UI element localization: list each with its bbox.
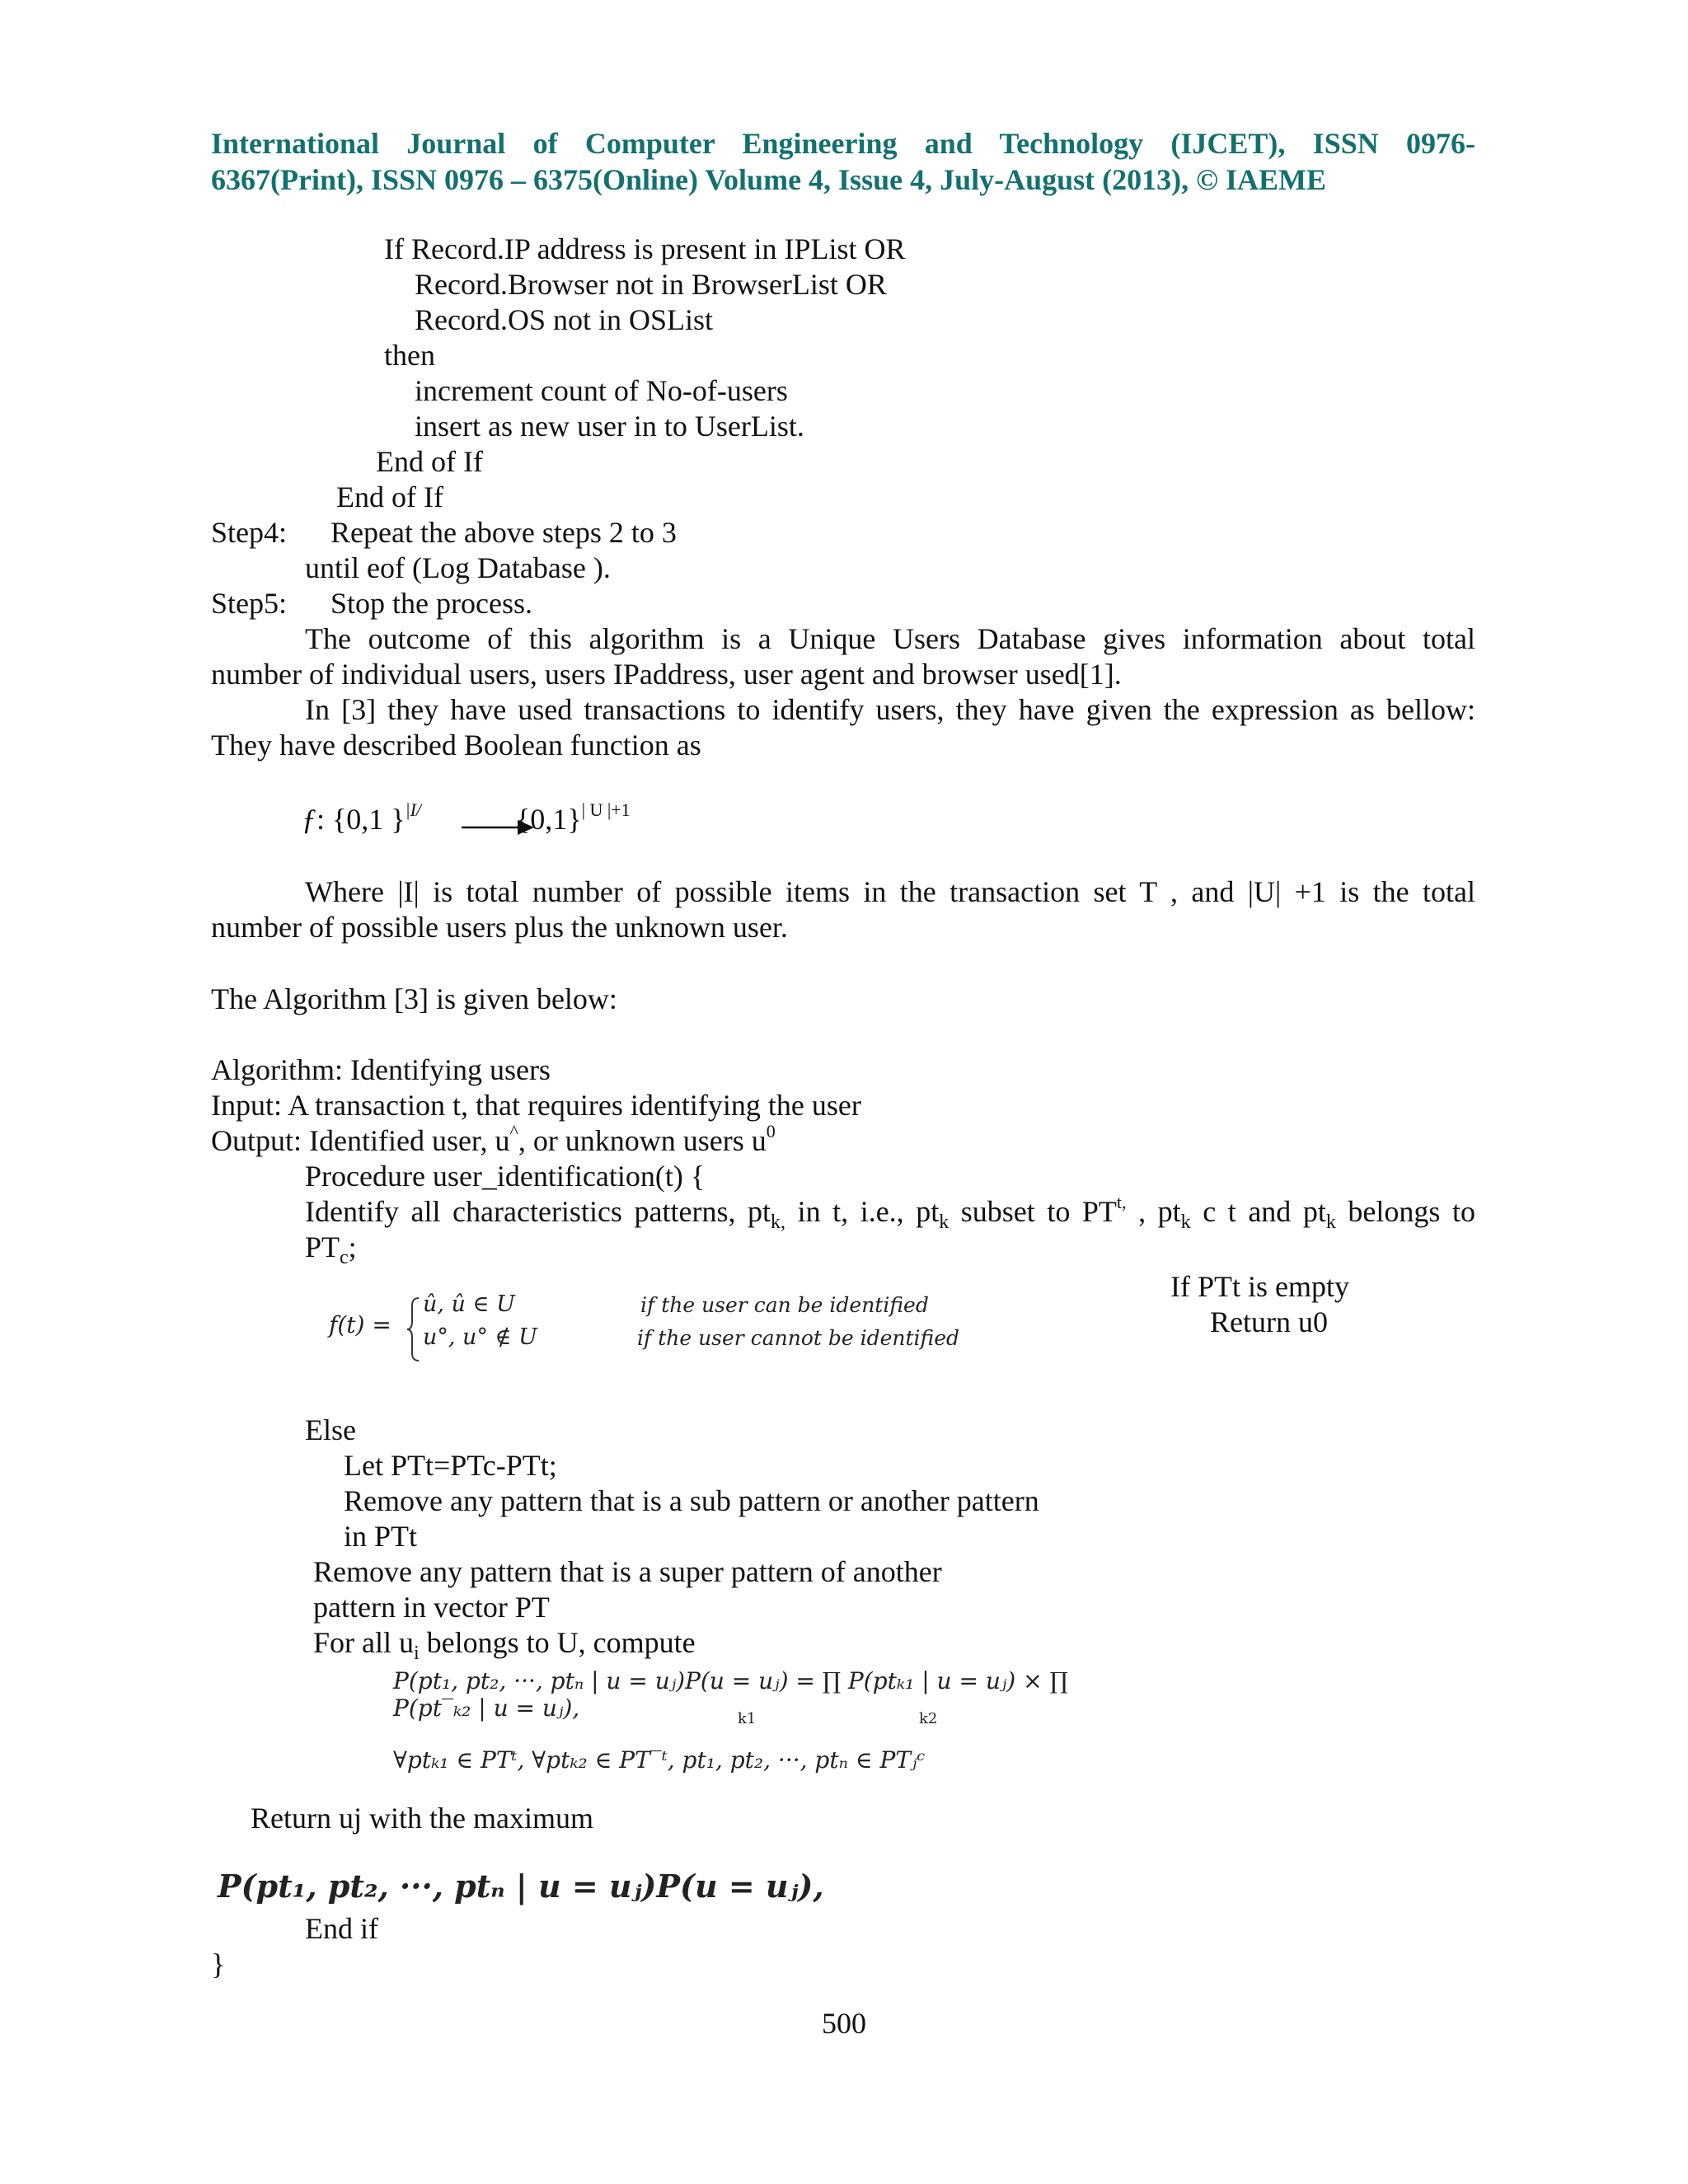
algorithm-output xyxy=(211,1122,776,1159)
formula-probability-line-2: ∀ptₖ₁ ∈ PTᵗ, ∀ptₖ₂ ∈ PT‾ᵗ, pt₁, pt₂, ···, ptₙ ∈ PTⱼᶜ xyxy=(393,1746,926,1774)
paragraph-transactions-line-1: In [3] they have used transactions to identify users, they have given the expression as bellow: xyxy=(305,693,1475,726)
step4-text: Repeat the above steps 2 to 3 xyxy=(331,516,677,549)
formula-lhs: f(t) = xyxy=(329,1311,392,1338)
formula-maximum: P(pt₁, pt₂, ···, ptₙ | u = uⱼ)P(u = uⱼ), xyxy=(218,1868,824,1905)
paragraph-transactions-line-2: They have described Boolean function as xyxy=(211,729,701,762)
step5-label: Step5: xyxy=(211,587,288,620)
ptc-sub: c xyxy=(340,1247,349,1268)
remove-super-pattern-line-2: pattern in vector PT xyxy=(313,1591,550,1624)
forall-line xyxy=(313,1624,696,1664)
header-line-2: 6367(Print), ISSN 0976 – 6375(Online) Volume 4, Issue 4, July-August (2013), © IAEME xyxy=(211,163,1327,196)
paragraph-transactions xyxy=(211,691,1475,728)
identify-part-f: belongs to xyxy=(1335,1195,1475,1228)
let-line: Let PTt=PTc-PTt; xyxy=(344,1449,557,1482)
function-domain: : {0,1 } xyxy=(316,803,406,836)
function-codomain-set: {0,1} xyxy=(516,803,582,836)
identify-sub-4: k xyxy=(1325,1212,1336,1233)
formula-piecewise xyxy=(326,1290,1034,1368)
identify-text xyxy=(305,1192,1475,1233)
else-line: Else xyxy=(305,1413,356,1446)
formula-product-index-k2: k2 xyxy=(919,1710,938,1727)
algo1-line-7: End of If xyxy=(376,445,483,478)
formula-probability xyxy=(392,1661,1117,1793)
formula-probability-line-1: P(pt₁, pt₂, ···, ptₙ | u = uⱼ)P(u = uⱼ) = ∏ P(ptₖ₁ | u = uⱼ) × ∏ P(pt‾ₖ₂ | u = uⱼ), xyxy=(393,1667,1068,1722)
function-domain-exponent: |I/ xyxy=(405,799,422,820)
formula-condition-1: if the user can be identified xyxy=(640,1293,929,1317)
paragraph-where xyxy=(211,874,1475,910)
output-hat: ^ xyxy=(509,1121,518,1141)
return-uj-line: Return uj with the maximum xyxy=(251,1802,593,1835)
function-codomain xyxy=(516,801,631,837)
algo1-line-6: insert as new user in to UserList. xyxy=(415,410,804,443)
boolean-function xyxy=(302,801,421,837)
paragraph-outcome xyxy=(211,621,1475,657)
identify-sub-2: k xyxy=(939,1212,950,1233)
if-empty-line: If PTt is empty xyxy=(1170,1270,1349,1303)
remove-sub-pattern-line-2: in PTt xyxy=(344,1520,418,1553)
output-superscript: 0 xyxy=(766,1121,776,1141)
identify-part-e: c t and pt xyxy=(1190,1195,1326,1228)
formula-condition-2: if the user cannot be identified xyxy=(637,1326,960,1350)
algorithm-input: Input: A transaction t, that requires identifying the user xyxy=(211,1089,861,1122)
closing-brace: } xyxy=(211,1947,226,1980)
paragraph-outcome-line-2: number of individual users, users IPaddress, user agent and browser used[1]. xyxy=(211,658,1122,691)
journal-header xyxy=(211,125,1475,198)
algorithm-title: Algorithm: Identifying users xyxy=(211,1053,551,1086)
forall-text-b: belongs to U, compute xyxy=(419,1626,696,1659)
identify-line xyxy=(305,1192,1475,1233)
algo1-line-5: increment count of No-of-users xyxy=(415,374,788,407)
algo1-line-3: Record.OS not in OSList xyxy=(415,303,714,336)
paragraph-where-line-1: Where |I| is total number of possible items in the transaction set T , and |U| +1 is the total xyxy=(305,875,1475,908)
identify-sub-1: k, xyxy=(771,1212,786,1233)
formula-brace-icon xyxy=(406,1296,421,1362)
ptc-end: ; xyxy=(348,1230,357,1263)
function-f-symbol: ƒ xyxy=(302,803,316,836)
step4-label: Step4: xyxy=(211,516,288,549)
function-codomain-exponent: | U |+1 xyxy=(581,799,631,820)
formula-case-1: û, û ∈ U xyxy=(423,1291,515,1317)
paragraph-where-line-2: number of possible users plus the unknown user. xyxy=(211,911,788,944)
output-text-b: , or unknown users u xyxy=(518,1124,767,1157)
step5-text: Stop the process. xyxy=(331,587,532,620)
algo1-line-4: then xyxy=(384,339,435,372)
page-number: 500 xyxy=(822,2007,866,2040)
forall-text-a: For all u xyxy=(313,1626,414,1659)
ptc-text: PT xyxy=(305,1230,340,1263)
identify-part-c: subset to PT xyxy=(949,1195,1117,1228)
remove-sub-pattern-line-1: Remove any pattern that is a sub pattern or another pattern xyxy=(344,1484,1039,1517)
algorithm-intro: The Algorithm [3] is given below: xyxy=(211,982,617,1015)
paragraph-outcome-line-1: The outcome of this algorithm is a Unique Users Database gives information about total xyxy=(305,622,1475,655)
identify-part-d: , pt xyxy=(1126,1195,1181,1228)
identify-part-b: in t, i.e., pt xyxy=(785,1195,940,1228)
ptc-line xyxy=(305,1229,357,1268)
remove-super-pattern-line-1: Remove any pattern that is a super pattern of another xyxy=(313,1555,942,1588)
step4-continuation: until eof (Log Database ). xyxy=(305,551,611,584)
algo1-line-1: If Record.IP address is present in IPList OR xyxy=(384,232,906,265)
output-text-a: Output: Identified user, u xyxy=(211,1124,510,1157)
procedure-line: Procedure user_identification(t) { xyxy=(305,1160,706,1193)
identify-sub-3: k xyxy=(1180,1212,1191,1233)
identify-part-a: Identify all characteristics patterns, pt xyxy=(305,1195,771,1228)
formula-case-2: u°, u° ∉ U xyxy=(423,1324,537,1350)
forall-sub: i xyxy=(414,1643,420,1664)
algo1-line-2: Record.Browser not in BrowserList OR xyxy=(415,268,887,301)
header-line-1: International Journal of Computer Engineering and Technology (IJCET), ISSN 0976- xyxy=(211,127,1475,160)
algo1-line-8: End of If xyxy=(336,480,443,513)
identify-sup: t, xyxy=(1116,1192,1127,1212)
end-if-line: End if xyxy=(305,1912,378,1945)
return-u0-line: Return u0 xyxy=(1210,1305,1328,1338)
formula-product-index-k1: k1 xyxy=(738,1710,757,1727)
